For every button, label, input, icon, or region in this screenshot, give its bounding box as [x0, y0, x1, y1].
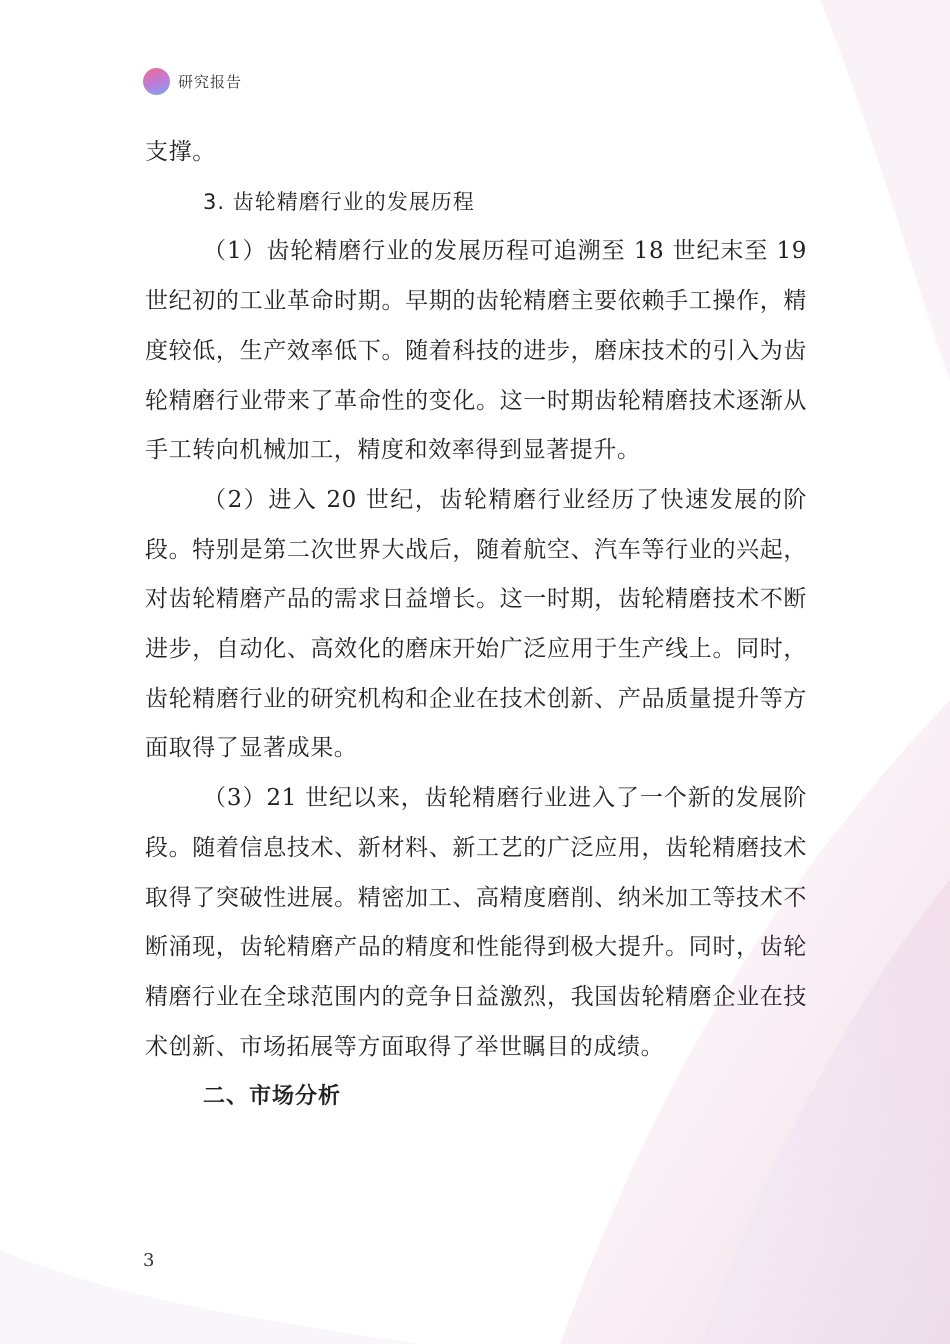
section-heading: 二、市场分析 [203, 1084, 342, 1110]
paragraph-1: （1）齿轮精磨行业的发展历程可追溯至 18 世纪末至 19 世纪初的工业革命时期。早期的齿轮精磨主要依赖手工操作，精度较低，生产效率低下。随着科技的进步，磨床技术的引入为齿轮精磨行业带来了革命性的变化。这一时期齿轮精磨技术逐渐从手工转向机械加工，精度和效率得到显著提升。 [145, 238, 807, 464]
paragraph-3: （3）21 世纪以来，齿轮精磨行业进入了一个新的发展阶段。随着信息技术、新材料、新工艺的广泛应用，齿轮精磨技术取得了突破性进展。精密加工、高精度磨削、纳米加工等技术不断涌现，齿轮精磨产品的精度和性能得到极大提升。同时，齿轮精磨行业在全球范围内的竞争日益激烈，我国齿轮精磨企业在技术创新、市场拓展等方面取得了举世瞩目的成绩。 [145, 785, 807, 1060]
subheading: 3. 齿轮精磨行业的发展历程 [203, 189, 475, 214]
header-title: 研究报告 [178, 72, 243, 91]
page-header [143, 66, 242, 96]
page-number: 3 [143, 1250, 155, 1271]
logo-circle-icon [143, 68, 170, 95]
paragraph-2: （2）进入 20 世纪，齿轮精磨行业经历了快速发展的阶段。特别是第二次世界大战后，随着航空、汽车等行业的兴起，对齿轮精磨产品的需求日益增长。这一时期，齿轮精磨技术不断进步，自动化、高效化的磨床开始广泛应用于生产线上。同时，齿轮精磨行业的研究机构和企业在技术创新、产品质量提升等方面取得了显著成果。 [145, 486, 807, 762]
intro-fragment: 支撑。 [145, 139, 216, 165]
document-body [145, 128, 807, 1122]
